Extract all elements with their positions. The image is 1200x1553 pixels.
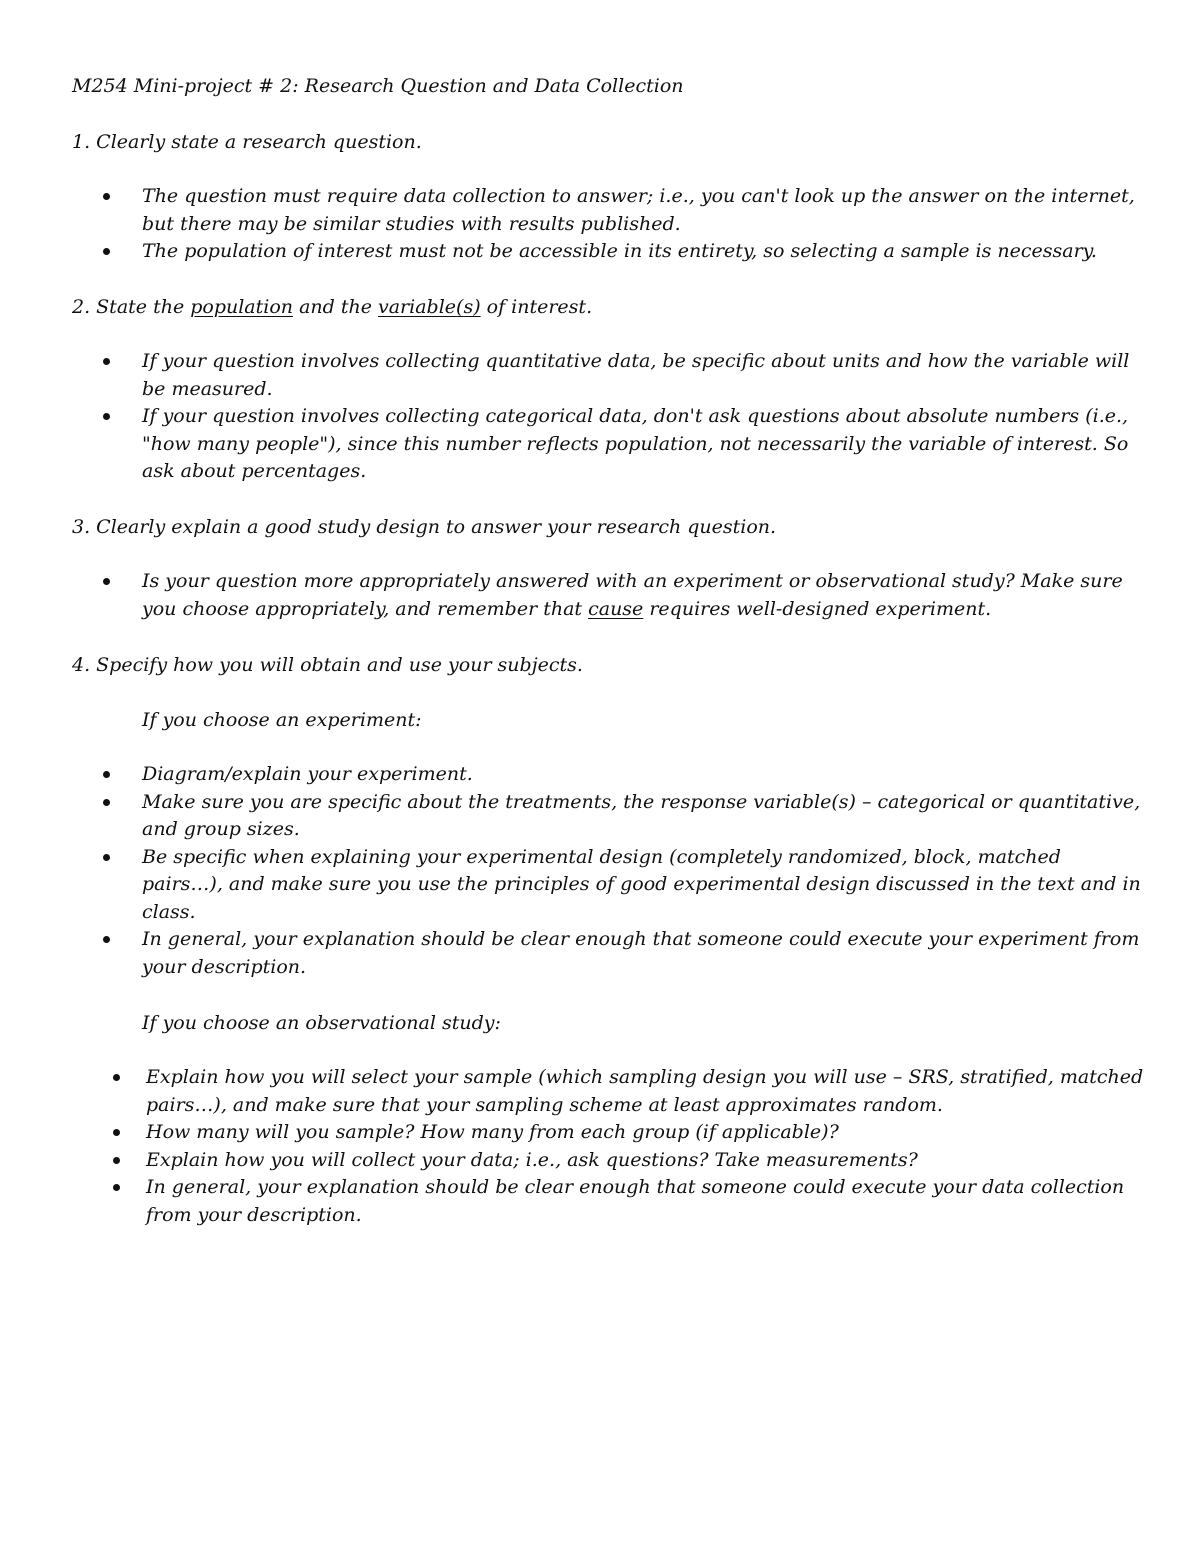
list-item: [146, 1147, 1146, 1175]
section-3-bullets: [142, 568, 1142, 623]
bullet-icon: [103, 413, 110, 420]
bullet-icon: [103, 358, 110, 365]
bullet-icon: [113, 1184, 120, 1191]
bullet-text: In general, your explanation should be clear enough that someone could execute your data collection from your description.: [146, 1176, 1125, 1226]
experiment-bullets: [142, 761, 1142, 981]
section-3-heading: 3. Clearly explain a good study design to answer your research question.: [72, 516, 777, 538]
list-item: [146, 1064, 1146, 1119]
bullet-text: The question must require data collection to answer; i.e., you can't look up the answer on the internet, but there may be similar studies with results published.: [142, 185, 1135, 235]
section-4-heading: 4. Specify how you will obtain and use your subjects.: [72, 654, 583, 676]
bullet-text: Is your question more appropriately answered with an experiment or observational study? Make sure you choose appropriately, and remember that: [142, 570, 1123, 620]
list-item: [142, 403, 1142, 486]
list-item: [146, 1119, 1146, 1147]
bullet-text: Be specific when explaining your experimental design (completely randomized, block, matched pairs…), and make sure you use the principles of good experimental design discussed in the text and in class.: [142, 845, 1141, 923]
observational-bullets: [146, 1064, 1146, 1229]
list-item: [142, 789, 1142, 844]
section-2-bullets: [142, 348, 1142, 486]
list-item: [142, 568, 1142, 623]
bullet-text: Explain how you will collect your data; i.e., ask questions? Take measurements?: [146, 1148, 918, 1171]
section-2-heading: [72, 293, 592, 321]
bullet-icon: [103, 799, 110, 806]
observational-label: If you choose an observational study:: [142, 1012, 501, 1034]
document-title: M254 Mini-project # 2: Research Question and Data Collection: [72, 75, 684, 97]
heading-text: of interest.: [480, 296, 593, 318]
list-item: [142, 761, 1142, 789]
population-term: population: [190, 296, 294, 318]
list-item: [146, 1174, 1146, 1229]
list-item: [142, 238, 1142, 266]
bullet-text: Make sure you are specific about the treatments, the response variable(s) – categorical or quantitative, and group sizes.: [142, 790, 1141, 840]
list-item: [142, 844, 1142, 927]
bullet-icon: [113, 1157, 120, 1164]
list-item: [142, 348, 1142, 403]
variables-term: variable(s): [378, 296, 481, 318]
bullet-text: How many will you sample? How many from each group (if applicable)?: [146, 1121, 839, 1143]
bullet-icon: [103, 854, 110, 861]
bullet-icon: [103, 578, 110, 585]
bullet-icon: [103, 771, 110, 778]
heading-text: and the: [293, 296, 378, 318]
bullet-icon: [113, 1129, 120, 1136]
bullet-icon: [103, 936, 110, 943]
bullet-text: requires well-designed experiment.: [643, 597, 992, 620]
bullet-icon: [103, 193, 110, 200]
bullet-icon: [103, 248, 110, 255]
list-item: [142, 183, 1142, 238]
bullet-text: The population of interest must not be accessible in its entirety, so selecting a sample is necessary.: [142, 240, 1097, 262]
section-1-heading: 1. Clearly state a research question.: [72, 131, 422, 153]
list-item: [142, 926, 1142, 981]
heading-text: 2. State the: [72, 296, 191, 318]
bullet-text: Explain how you will select your sample (which sampling design you will use – SRS, stratified, matched pairs…), and make sure that your sampling scheme at least approximates random.: [146, 1066, 1144, 1116]
experiment-label: If you choose an experiment:: [142, 709, 422, 731]
cause-term: cause: [588, 597, 644, 620]
bullet-text: In general, your explanation should be clear enough that someone could execute your experiment from your description.: [142, 928, 1140, 978]
bullet-icon: [113, 1074, 120, 1081]
bullet-text: Diagram/explain your experiment.: [142, 763, 473, 785]
bullet-text: If your question involves collecting quantitative data, be specific about units and how the variable will be measured.: [142, 350, 1130, 400]
section-1-bullets: [142, 183, 1142, 266]
bullet-text: If your question involves collecting categorical data, don't ask questions about absolute numbers (i.e., "how many people"), since this number reflects population, not necessarily the variable of interest. So ask about percentages.: [142, 405, 1129, 482]
